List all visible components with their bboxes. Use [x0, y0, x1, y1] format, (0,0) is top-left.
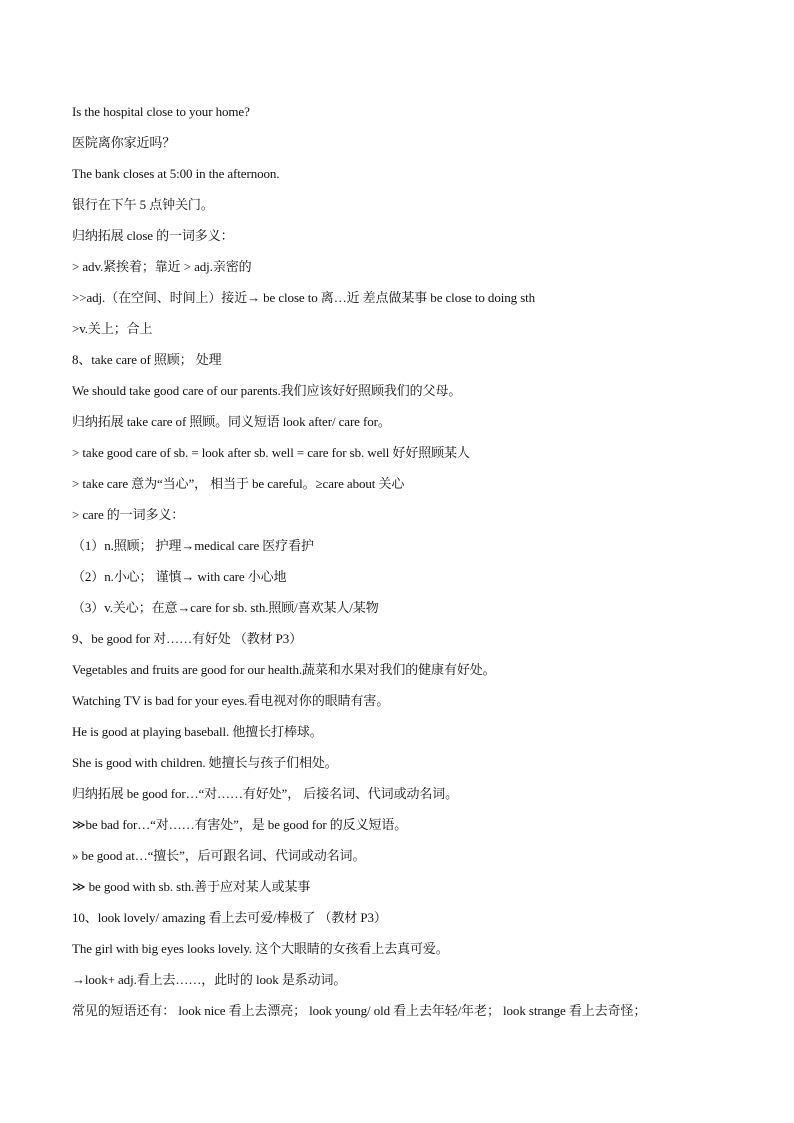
text-line: （3）v.关心；在意→care for sb. sth.照顾/喜欢某人/某物 — [72, 600, 379, 615]
text-line: Vegetables and fruits are good for our health.蔬菜和水果对我们的健康有好处。 — [72, 662, 496, 677]
section-heading: 9、be good for 对……有好处 （教材 P3） — [72, 631, 303, 646]
text-line: We should take good care of our parents.我们应该好好照顾我们的父母。 — [72, 383, 462, 398]
text-line: Is the hospital close to your home? — [72, 104, 250, 119]
text-line: （1）n.照顾； 护理→medical care 医疗看护 — [72, 538, 314, 553]
text-line: >v.关上；合上 — [72, 321, 153, 336]
text-line: She is good with children. 她擅长与孩子们相处。 — [72, 755, 338, 770]
text-line: > take good care of sb. = look after sb. well = care for sb. well 好好照顾某人 — [72, 445, 470, 460]
text-line: He is good at playing baseball. 他擅长打棒球。 — [72, 724, 323, 739]
section-heading: 10、look lovely/ amazing 看上去可爱/棒极了 （教材 P3） — [72, 910, 387, 925]
text-line: Watching TV is bad for your eyes.看电视对你的眼睛有害。 — [72, 693, 390, 708]
text-line: > care 的一词多义： — [72, 507, 185, 522]
text-line: ≫be bad for…“对……有害处”，是 be good for 的反义短语。 — [72, 817, 408, 832]
text-line: » be good at…“擅长”，后可跟名词、代词或动名词。 — [72, 848, 366, 863]
document-body — [72, 101, 772, 1031]
text-line: > adv.紧挨着；靠近 > adj.亲密的 — [72, 259, 252, 274]
text-line: 归纳拓展 be good for…“对……有好处”， 后接名词、代词或动名词。 — [72, 786, 459, 801]
section-heading: 8、take care of 照顾； 处理 — [72, 352, 222, 367]
text-line: >>adj.（在空间、时间上）接近→ be close to 离…近 差点做某事 be close to doing sth — [72, 290, 536, 305]
text-line: 医院离你家近吗？ — [72, 135, 176, 150]
text-line: > take care 意为“当心”， 相当于 be careful。≥care about 关心 — [72, 476, 405, 491]
text-line: →look+ adj.看上去……，此时的 look 是系动词。 — [72, 972, 347, 987]
text-line: 归纳拓展 take care of 照顾。同义短语 look after/ care for。 — [72, 414, 391, 429]
text-line: ≫ be good with sb. sth.善于应对某人或某事 — [72, 879, 311, 894]
text-line: 归纳拓展 close 的一词多义： — [72, 228, 234, 243]
text-line: （2）n.小心； 谨慎→ with care 小心地 — [72, 569, 287, 584]
text-line: The bank closes at 5:00 in the afternoon. — [72, 166, 280, 181]
text-line: The girl with big eyes looks lovely. 这个大眼睛的女孩看上去真可爱。 — [72, 941, 449, 956]
text-line: 银行在下午 5 点钟关门。 — [72, 197, 214, 212]
text-line: 常见的短语还有： look nice 看上去漂亮； look young/ old 看上去年轻/年老； look strange 看上去奇怪； — [72, 1003, 647, 1018]
